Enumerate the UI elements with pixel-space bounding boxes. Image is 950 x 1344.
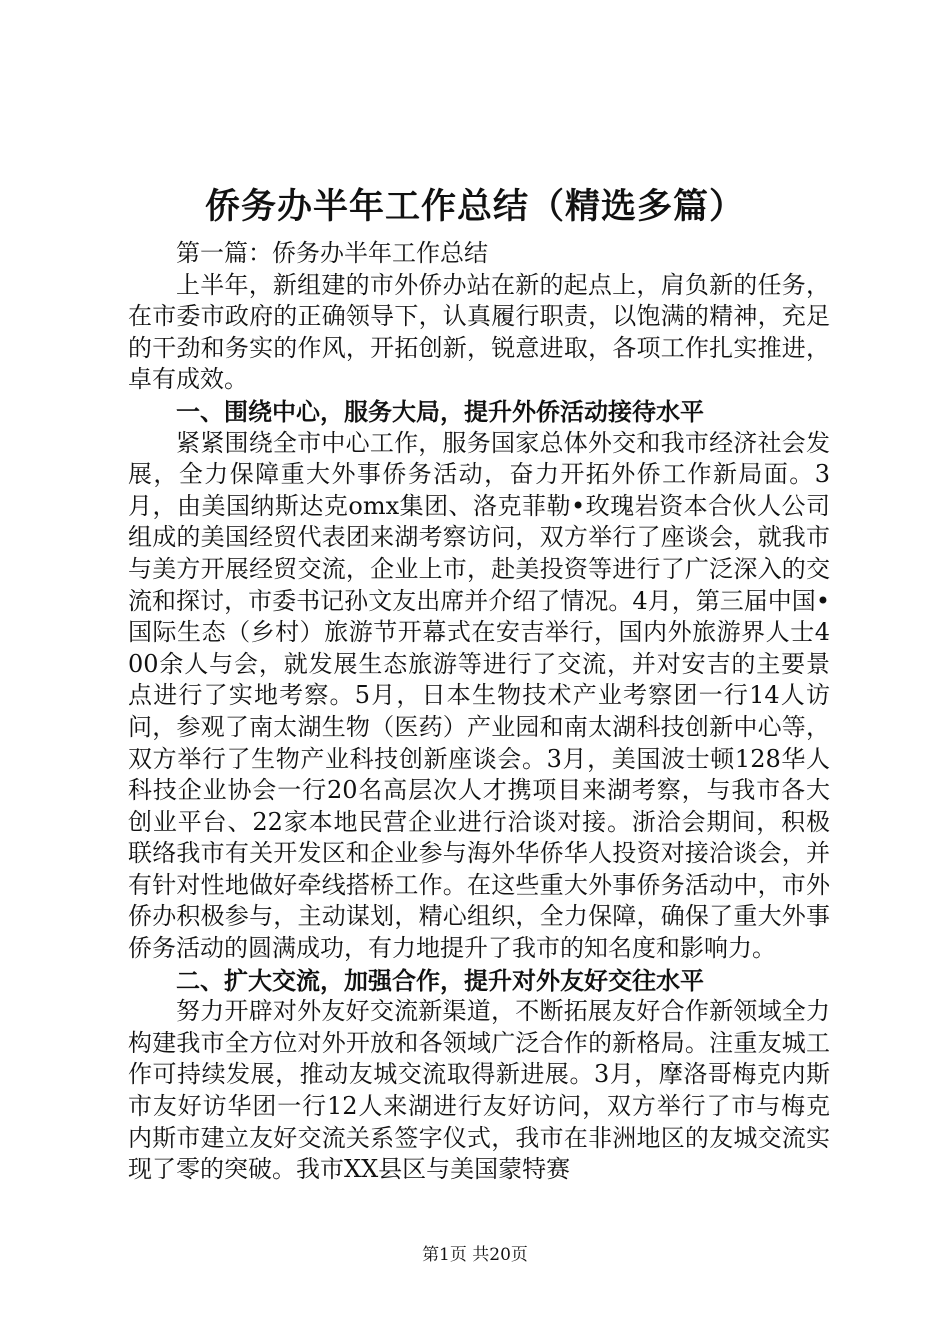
intro-paragraph: 上半年，新组建的市外侨办站在新的起点上，肩负新的任务，在市委市政府的正确领导下，认真履行职责，以饱满的精神，充足的干劲和务实的作风，开拓创新，锐意进取，各项工作扎实推进，卓有成效。 xyxy=(128,270,830,394)
paragraph-1: 紧紧围绕全市中心工作，服务国家总体外交和我市经济社会发展，全力保障重大外事侨务活动，奋力开拓外侨工作新局面。3月，由美国纳斯达克omx集团、洛克菲勒•玫瑰岩资本合伙人公司组成的美国经贸代表团来湖考察访问，双方举行了座谈会，就我市与美方开展经贸交流，企业上市，赴美投资等进行了广泛深入的交流和探讨，市委书记孙文友出席并介绍了情况。4月，第三届中国•国际生态（乡村）旅游节开幕式在安吉举行，国内外旅游界人士400余人与会，就发展生态旅游等进行了交流，并对安吉的主要景点进行了实地考察。5月，日本生物技术产业考察团一行14人访问，参观了南太湖生物（医药）产业园和南太湖科技创新中心等，双方举行了生物产业科技创新座谈会。3月，美国波士顿128华人科技企业协会一行20名高层次人才携项目来湖考察，与我市各大创业平台、22家本地民营企业进行洽谈对接。浙洽会期间，积极联络我市有关开发区和企业参与海外华侨华人投资对接洽谈会，并有针对性地做好牵线搭桥工作。在这些重大外事侨务活动中，市外侨办积极参与，主动谋划，精心组织，全力保障，确保了重大外事侨务活动的圆满成功，有力地提升了我市的知名度和影响力。 xyxy=(128,428,830,963)
section-heading-1: 一、围绕中心，服务大局，提升外侨活动接待水平 xyxy=(176,396,704,426)
section-heading-2: 二、扩大交流，加强合作，提升对外友好交往水平 xyxy=(176,965,704,995)
page-footer: 第1页 共20页 xyxy=(422,1245,528,1265)
section-label: 第一篇：侨务办半年工作总结 xyxy=(176,239,488,267)
document-body xyxy=(128,238,830,1186)
paragraph-2: 努力开辟对外友好交流新渠道，不断拓展友好合作新领域全力构建我市全方位对外开放和各领域广泛合作的新格局。注重友城工作可持续发展，推动友城交流取得新进展。3月，摩洛哥梅克内斯市友好访华团一行12人来湖进行友好访问，双方举行了市与梅克内斯市建立友好交流关系签字仪式，我市在非洲地区的友城交流实现了零的突破。我市XX县区与美国蒙特赛 xyxy=(128,997,830,1184)
document-title: 侨务办半年工作总结（精选多篇） xyxy=(204,186,745,227)
